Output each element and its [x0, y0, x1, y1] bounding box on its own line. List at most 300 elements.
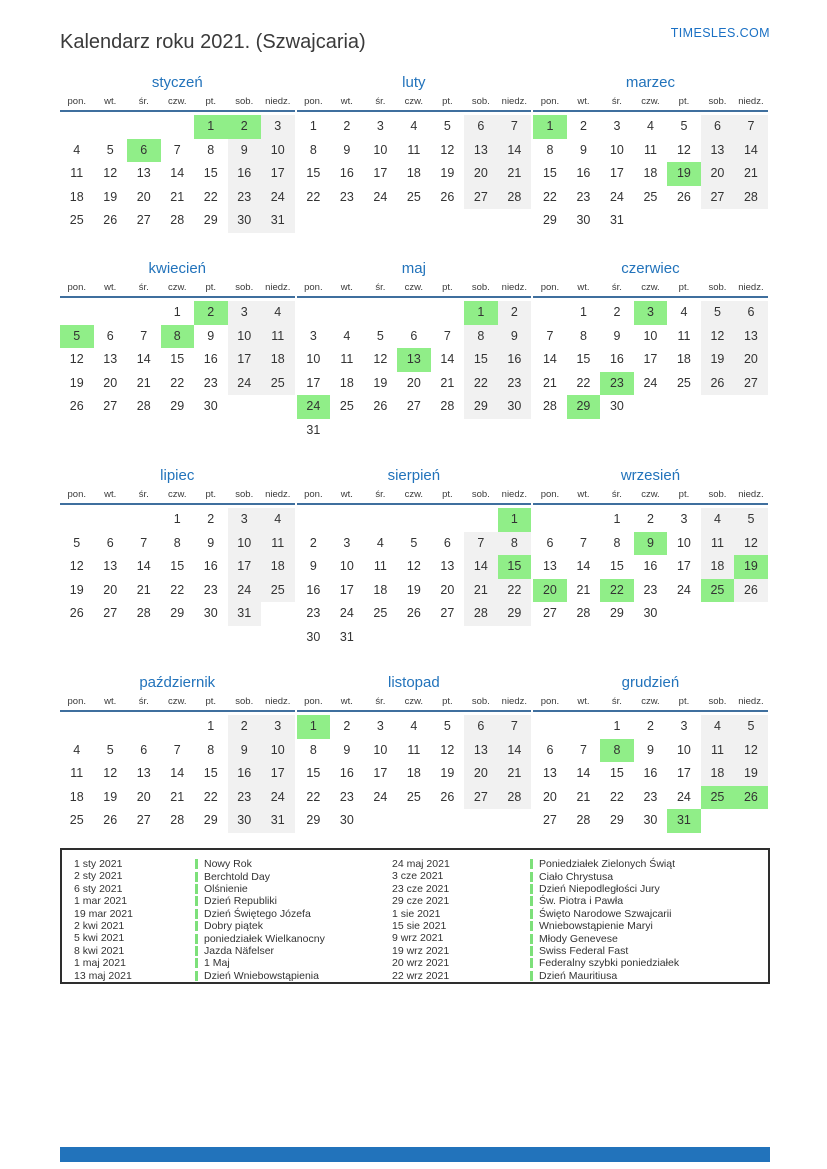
day-cell-empty — [498, 419, 532, 443]
day-cell: 12 — [440, 142, 455, 157]
month-title: kwiecień — [148, 260, 207, 277]
day-cell: 26 — [373, 399, 388, 413]
week-row — [60, 555, 295, 579]
day-cell-weekend: 17 — [228, 555, 262, 579]
day-cell-weekend: 28 — [464, 602, 498, 626]
day-cell-holiday: 8 — [600, 739, 634, 763]
day-cell-weekend: 20 — [464, 162, 498, 186]
day-cell-empty — [634, 209, 668, 233]
day-cell: 21 — [576, 582, 591, 597]
day-cell: 2 — [343, 119, 351, 133]
day-cell-weekend: 5 — [701, 301, 735, 325]
legend-holiday-label: Dzień Niepodległości Jury — [539, 882, 660, 895]
week-row — [297, 739, 532, 763]
day-cell-empty — [364, 301, 398, 325]
day-cell: 30 — [643, 606, 658, 620]
day-cell: 29 — [170, 606, 185, 620]
day-cell: 14 — [542, 352, 557, 366]
month-czerwiec — [533, 258, 768, 465]
day-cell: 16 — [643, 559, 658, 573]
legend-holiday-name — [195, 870, 392, 882]
day-cell: 7 — [443, 328, 451, 343]
legend-holiday-name — [195, 858, 392, 870]
day-cell-weekend: 26 — [734, 579, 768, 603]
weekday-header: śr. — [138, 696, 149, 707]
week-row — [533, 209, 768, 233]
day-cell: 14 — [136, 352, 151, 366]
day-cell: 17 — [676, 559, 691, 573]
day-cell: 28 — [170, 213, 185, 227]
day-cell: 20 — [440, 582, 455, 597]
day-cell: 7 — [173, 142, 181, 157]
day-cell: 10 — [609, 142, 624, 157]
day-cell: 3 — [376, 119, 384, 133]
day-cell-weekend: 16 — [228, 762, 262, 786]
day-cell-weekend: 7 — [498, 715, 532, 739]
day-cell: 9 — [343, 742, 351, 757]
day-cell: 15 — [203, 766, 218, 780]
day-cell-weekend: 23 — [498, 372, 532, 396]
weekday-header: czw. — [404, 96, 424, 107]
month-title: sierpień — [387, 467, 441, 484]
day-cell-weekend: 13 — [464, 739, 498, 763]
day-cell: 28 — [136, 399, 151, 413]
day-cell-weekend: 16 — [228, 162, 262, 186]
day-cell: 23 — [643, 582, 658, 597]
week-row — [60, 508, 295, 532]
weekday-header: śr. — [611, 96, 622, 107]
day-cell: 30 — [203, 399, 218, 413]
legend-holiday-label: Ciało Chrystusa — [539, 870, 614, 883]
legend-holiday-label: Dzień Republiki — [204, 895, 277, 908]
legend-holiday-label: Święto Narodowe Szwajcarii — [539, 907, 672, 920]
day-cell: 29 — [170, 399, 185, 413]
day-cell-weekend: 12 — [701, 325, 735, 349]
day-cell: 27 — [542, 606, 557, 620]
day-cell-weekend: 3 — [261, 715, 295, 739]
week-row — [533, 348, 768, 372]
day-cell: 15 — [170, 352, 185, 366]
day-cell-weekend: 31 — [261, 209, 295, 233]
day-cell: 27 — [406, 399, 421, 413]
day-cell: 2 — [613, 305, 621, 319]
day-cell-weekend: 15 — [464, 348, 498, 372]
weekday-header: pon. — [540, 489, 560, 500]
day-cell-empty — [397, 301, 431, 325]
month-kwiecień — [60, 258, 295, 465]
legend-holiday-name — [530, 932, 768, 944]
legend-holiday-label: poniedziałek Wielkanocny — [204, 932, 325, 945]
weekday-header: czw. — [641, 489, 660, 500]
day-cell: 22 — [609, 789, 624, 804]
day-cell: 27 — [136, 213, 151, 227]
day-cell-holiday: 5 — [60, 325, 94, 349]
weekday-header: sob. — [708, 282, 727, 293]
day-cell: 6 — [443, 535, 451, 550]
day-cell: 4 — [73, 742, 81, 757]
legend-holiday-label: Dzień Mauritiusa — [539, 969, 618, 982]
day-cell-empty — [431, 419, 465, 443]
day-cell: 5 — [410, 535, 418, 550]
day-cell-empty — [567, 715, 601, 739]
day-cell-empty — [533, 715, 567, 739]
page-title: Kalendarz roku 2021. (Szwajcaria) — [60, 31, 366, 54]
day-cell-weekend: 6 — [464, 115, 498, 139]
day-cell-holiday: 15 — [498, 555, 532, 579]
day-cell-holiday: 25 — [701, 579, 735, 603]
day-cell-empty — [567, 508, 601, 532]
day-cell: 16 — [643, 766, 658, 780]
legend-holiday-label: Federalny szybki poniedziałek — [539, 957, 680, 970]
day-cell-weekend: 10 — [228, 325, 262, 349]
weeks — [60, 715, 295, 833]
day-cell-weekend: 21 — [734, 162, 768, 186]
weekday-header: pt. — [678, 489, 690, 500]
weekday-header: wt. — [104, 96, 117, 107]
week-row — [297, 579, 532, 603]
legend-holiday-name — [530, 858, 768, 870]
day-cell-empty — [127, 715, 161, 739]
legend-holiday-name — [530, 895, 768, 907]
weekday-header: pt. — [678, 96, 690, 107]
day-cell: 28 — [440, 399, 455, 413]
day-cell: 14 — [170, 166, 185, 180]
day-cell-weekend: 7 — [498, 115, 532, 139]
day-cell: 15 — [203, 166, 218, 180]
day-cell-weekend: 21 — [498, 762, 532, 786]
weekday-header: niedz. — [738, 696, 764, 707]
weekday-header: sob. — [235, 696, 254, 707]
day-cell: 10 — [306, 352, 321, 366]
weeks — [533, 715, 768, 833]
day-cell-holiday: 1 — [297, 715, 331, 739]
weekday-header: śr. — [138, 96, 149, 107]
day-cell: 3 — [309, 328, 317, 343]
day-cell: 28 — [170, 813, 185, 827]
day-cell-weekend: 13 — [464, 139, 498, 163]
weekday-header: pt. — [205, 282, 217, 293]
day-cell-weekend: 20 — [701, 162, 735, 186]
weekday-header: pon. — [67, 489, 86, 500]
month-title: marzec — [625, 74, 676, 91]
legend-date: 20 wrz 2021 — [392, 957, 450, 970]
green-marker-icon — [530, 909, 533, 919]
day-cell: 11 — [373, 559, 387, 573]
day-cell: 26 — [69, 606, 84, 620]
day-cell-empty — [667, 209, 701, 233]
day-cell: 13 — [136, 166, 151, 180]
legend-holiday-name — [530, 883, 768, 895]
day-cell-weekend: 12 — [734, 532, 768, 556]
legend-holiday-name — [530, 870, 768, 882]
day-cell: 1 — [173, 305, 181, 319]
day-cell-weekend: 28 — [734, 186, 768, 210]
day-cell: 30 — [609, 399, 624, 413]
weekday-header: pon. — [540, 96, 560, 107]
week-row — [60, 372, 295, 396]
month-title: listopad — [387, 674, 440, 691]
day-cell: 24 — [609, 189, 624, 204]
day-cell-holiday: 25 — [701, 786, 735, 810]
day-cell: 13 — [103, 352, 118, 366]
day-cell-empty — [431, 508, 465, 532]
day-cell: 13 — [103, 559, 118, 573]
day-cell-weekend: 21 — [498, 162, 532, 186]
day-cell: 9 — [207, 535, 215, 550]
month-październik — [60, 672, 295, 867]
day-cell: 21 — [170, 789, 185, 804]
day-cell-empty — [127, 508, 161, 532]
day-cell-empty — [634, 395, 668, 419]
weekday-header: niedz. — [738, 96, 764, 107]
week-row — [533, 762, 768, 786]
day-cell: 25 — [643, 189, 658, 204]
day-cell-weekend: 6 — [701, 115, 735, 139]
day-cell: 29 — [542, 213, 557, 227]
day-cell: 25 — [676, 375, 691, 390]
green-marker-icon — [195, 909, 198, 919]
day-cell: 22 — [170, 582, 185, 597]
legend-holiday-name — [530, 908, 768, 920]
day-cell: 27 — [103, 606, 118, 620]
day-cell: 10 — [676, 535, 691, 550]
day-cell: 11 — [677, 328, 691, 343]
day-cell: 20 — [136, 789, 151, 804]
weekday-header: wt. — [577, 489, 590, 500]
month-title: maj — [401, 260, 426, 277]
week-row — [533, 162, 768, 186]
day-cell: 13 — [542, 766, 557, 780]
week-row — [297, 301, 532, 325]
weekday-header: pt. — [678, 282, 690, 293]
day-cell-weekend: 17 — [261, 762, 295, 786]
day-cell: 25 — [406, 189, 421, 204]
week-row — [533, 372, 768, 396]
day-cell-empty — [397, 809, 431, 833]
day-cell: 8 — [309, 742, 317, 757]
weekday-header: wt. — [340, 696, 353, 707]
day-cell: 15 — [542, 166, 557, 180]
day-cell-weekend: 2 — [228, 715, 262, 739]
weekday-header: wt. — [577, 696, 590, 707]
day-cell-holiday: 31 — [667, 809, 701, 833]
day-cell-weekend: 4 — [701, 715, 735, 739]
day-cell: 18 — [69, 189, 84, 204]
day-cell-empty — [60, 715, 94, 739]
day-cell: 8 — [207, 742, 215, 757]
day-cell-weekend: 10 — [261, 739, 295, 763]
day-cell-holiday: 26 — [734, 786, 768, 810]
day-cell: 5 — [73, 535, 81, 550]
legend-holiday-name — [530, 970, 768, 982]
day-cell-weekend: 4 — [701, 508, 735, 532]
day-cell-empty — [127, 115, 161, 139]
day-cell-empty — [297, 508, 331, 532]
day-cell-weekend: 13 — [734, 325, 768, 349]
green-marker-icon — [530, 934, 533, 944]
day-cell: 17 — [339, 582, 354, 597]
day-cell: 23 — [643, 789, 658, 804]
day-cell: 11 — [340, 352, 354, 366]
day-cell: 19 — [440, 766, 455, 780]
day-cell: 16 — [609, 352, 624, 366]
day-cell: 15 — [306, 166, 321, 180]
week-row — [533, 739, 768, 763]
day-cell: 24 — [643, 375, 658, 390]
weekday-header-row — [297, 282, 532, 298]
weekday-header: śr. — [375, 489, 386, 500]
day-cell: 9 — [309, 559, 317, 573]
weekday-header: pon. — [540, 282, 560, 293]
day-cell-weekend: 2 — [498, 301, 532, 325]
legend-holiday-name — [195, 908, 392, 920]
week-row — [297, 809, 532, 833]
legend-date: 9 wrz 2021 — [392, 932, 444, 945]
day-cell-empty — [734, 809, 768, 833]
green-marker-icon — [530, 921, 533, 931]
day-cell: 5 — [106, 142, 114, 157]
week-row — [297, 555, 532, 579]
weekday-header: niedz. — [265, 696, 291, 707]
green-marker-icon — [195, 884, 198, 894]
day-cell: 23 — [203, 582, 218, 597]
day-cell-empty — [330, 508, 364, 532]
weekday-header: niedz. — [265, 489, 291, 500]
legend-holiday-name — [195, 920, 392, 932]
day-cell-empty — [464, 626, 498, 650]
day-cell: 7 — [546, 328, 554, 343]
week-row — [297, 762, 532, 786]
day-cell-empty — [364, 809, 398, 833]
week-row — [60, 532, 295, 556]
day-cell: 10 — [676, 742, 691, 757]
day-cell-weekend: 5 — [734, 508, 768, 532]
site-link[interactable]: TIMESLES.COM — [670, 26, 770, 40]
weekday-header: śr. — [138, 282, 149, 293]
week-row — [533, 786, 768, 810]
day-cell: 1 — [207, 719, 215, 733]
weeks — [297, 508, 532, 649]
green-marker-icon — [195, 896, 198, 906]
green-marker-icon — [530, 896, 533, 906]
day-cell-weekend: 10 — [261, 139, 295, 163]
day-cell-weekend: 25 — [261, 579, 295, 603]
legend-date: 5 kwi 2021 — [74, 932, 125, 945]
month-wrzesień — [533, 465, 768, 672]
day-cell-weekend: 4 — [261, 508, 295, 532]
week-row — [297, 602, 532, 626]
day-cell: 4 — [73, 142, 81, 157]
day-cell: 18 — [339, 375, 354, 390]
day-cell: 22 — [306, 189, 321, 204]
legend-holiday-label: Swiss Federal Fast — [539, 944, 629, 957]
green-marker-icon — [195, 934, 198, 944]
week-row — [60, 786, 295, 810]
day-cell: 26 — [103, 213, 118, 227]
day-cell-weekend: 11 — [701, 532, 735, 556]
day-cell: 8 — [173, 535, 181, 550]
weekday-header-row — [533, 282, 768, 298]
weekday-header: niedz. — [738, 282, 764, 293]
day-cell: 7 — [579, 535, 587, 550]
weekday-header: czw. — [641, 696, 660, 707]
day-cell: 17 — [643, 352, 658, 366]
legend-date: 1 mar 2021 — [74, 895, 128, 908]
weekday-header: śr. — [611, 696, 622, 707]
week-row — [533, 532, 768, 556]
weekday-header: śr. — [375, 96, 386, 107]
weekday-header: śr. — [611, 282, 622, 293]
day-cell: 20 — [406, 375, 421, 390]
day-cell: 6 — [546, 535, 554, 550]
day-cell: 17 — [676, 766, 691, 780]
day-cell: 12 — [406, 559, 421, 573]
day-cell: 9 — [343, 142, 351, 157]
weekday-header: sob. — [471, 282, 490, 293]
month-marzec — [533, 72, 768, 258]
day-cell-weekend: 24 — [261, 786, 295, 810]
day-cell: 7 — [173, 742, 181, 757]
legend-column-right — [392, 858, 768, 982]
weekday-header-row — [60, 96, 295, 112]
month-maj — [297, 258, 532, 465]
day-cell: 23 — [306, 606, 321, 620]
day-cell-weekend: 21 — [464, 579, 498, 603]
day-cell: 12 — [103, 166, 118, 180]
weekday-header: wt. — [340, 282, 353, 293]
weekday-header: pt. — [205, 489, 217, 500]
month-title: czerwiec — [621, 260, 680, 277]
day-cell-weekend: 30 — [228, 809, 262, 833]
day-cell: 20 — [542, 789, 557, 804]
weekday-header-row — [297, 96, 532, 112]
day-cell-empty — [161, 715, 195, 739]
day-cell: 19 — [103, 189, 118, 204]
month-title: wrzesień — [620, 467, 681, 484]
day-cell-holiday: 24 — [297, 395, 331, 419]
weeks — [297, 115, 532, 209]
day-cell-weekend: 22 — [498, 579, 532, 603]
day-cell: 10 — [339, 559, 354, 573]
day-cell: 1 — [309, 119, 317, 133]
day-cell-holiday: 1 — [464, 301, 498, 325]
day-cell-holiday: 13 — [397, 348, 431, 372]
day-cell-empty — [431, 809, 465, 833]
day-cell: 13 — [136, 766, 151, 780]
day-cell: 12 — [69, 559, 84, 573]
day-cell-empty — [734, 395, 768, 419]
day-cell: 14 — [170, 766, 185, 780]
month-title: styczeń — [151, 74, 203, 91]
week-row — [60, 139, 295, 163]
day-cell-empty — [533, 508, 567, 532]
day-cell: 4 — [646, 119, 654, 133]
day-cell-weekend: 10 — [228, 532, 262, 556]
week-row — [297, 508, 532, 532]
weekday-header: śr. — [375, 282, 386, 293]
day-cell-weekend: 24 — [228, 372, 262, 396]
week-row — [533, 715, 768, 739]
day-cell-empty — [667, 395, 701, 419]
day-cell-weekend: 14 — [734, 139, 768, 163]
day-cell: 18 — [69, 789, 84, 804]
weekday-header: śr. — [375, 696, 386, 707]
day-cell-weekend: 17 — [261, 162, 295, 186]
day-cell: 17 — [373, 166, 388, 180]
week-row — [60, 186, 295, 210]
weeks — [60, 301, 295, 419]
day-cell: 29 — [203, 213, 218, 227]
